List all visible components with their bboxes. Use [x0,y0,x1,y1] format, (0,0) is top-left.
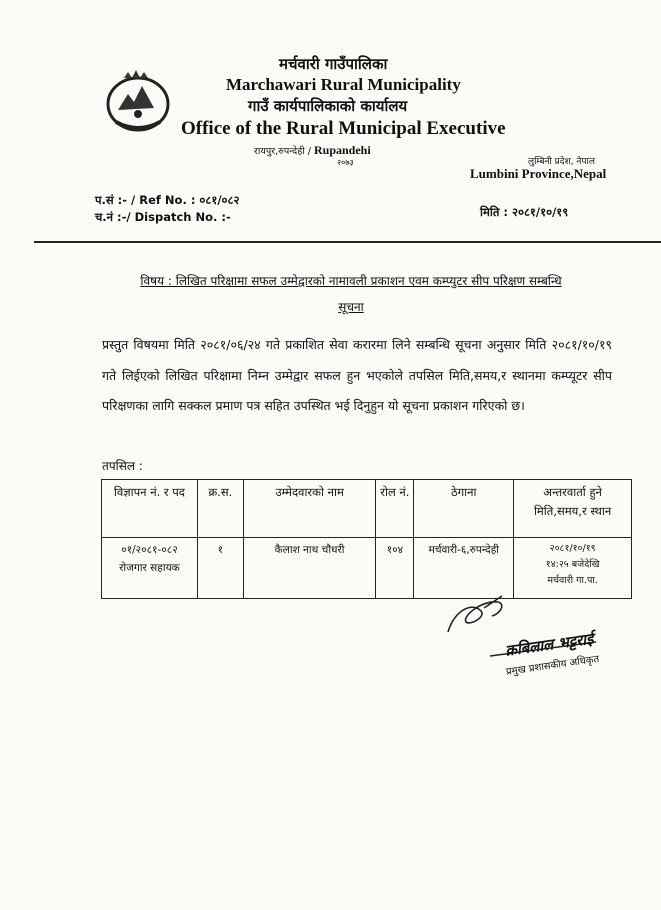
th-roll: रोल नं. [376,480,414,538]
subject-line-2: सूचना [338,300,364,314]
office-name-en: Office of the Rural Municipal Executive [181,118,506,139]
cell-name: कैलाश नाथ चौधरी [243,538,376,599]
address-en: Rupandehi [313,143,371,157]
dispatch-number: च.नं :-/ Dispatch No. :- [95,210,231,224]
province-en: Lumbini Province,Nepal [470,166,607,181]
th-name: उम्मेदवारको नाम [243,480,376,538]
municipality-name-np: मर्चवारी गाउँपालिका [279,55,388,73]
candidate-table [101,479,632,599]
cell-interview [514,538,632,599]
interview-time: १४:२५ बजेदेखि [545,559,600,570]
cell-roll: १०४ [376,538,414,599]
address-line [254,143,371,158]
th-interview: अन्तरवार्ता हुने मिति,समय,र स्थान [514,480,632,538]
ad-no-line-2: रोजगार सहायक [119,562,180,574]
signatory-title: प्रमुख प्रशासकीय अधिकृत [505,653,600,678]
nepal-emblem-icon [102,64,174,136]
th-ad-no: विज्ञापन नं. र पद [102,480,198,538]
table-row [102,538,632,599]
cell-sn: १ [197,538,243,599]
office-name-np: गाउँ कार्यपालिकाको कार्यालय [248,97,408,115]
address-np: रायपुर,रुपन्देही / [254,146,311,157]
table-header-row [102,480,632,538]
annex-label: तपसिल : [102,459,143,473]
stamp-year: २०७३ [337,158,354,167]
cell-address: मर्चवारी-६,रुपन्देही [414,538,514,599]
municipality-name-en: Marchawari Rural Municipality [226,75,461,94]
subject-block [104,268,598,320]
letter-date: मिति : २०८१/१०/१९ [480,205,569,219]
th-sn: क्र.स. [197,480,243,538]
ad-no-line-1: ०१/२०८१-०८२ [121,544,178,556]
subject-line-1: विषय : लिखित परिक्षामा सफल उम्मेद्वारको नामावली प्रकाशन एवम कम्प्युटर सीप परिक्षण सम्बन्धि [140,274,562,288]
interview-date: २०८१/१०/१९ [549,543,596,554]
cell-ad-no [102,538,198,599]
header-divider [34,241,661,243]
ref-number: प.सं :- / Ref No. : ०८१/०८२ [95,193,240,207]
signature-scribble-icon [440,592,520,642]
interview-place: मर्चवारी गा.पा. [547,575,598,586]
signatory-name: क्रबिलाल भट्टराई [504,629,595,660]
th-address: ठेगाना [414,480,514,538]
notice-body: प्रस्तुत विषयमा मिति २०८१/०६/२४ गते प्रकाशित सेवा करारमा लिने सम्बन्धि सूचना अनुसार मिति २०८१/१०/१९ गते लिईएको लिखित परिक्षामा निम्न उम्मेद्वार सफल हुन भएकोले तपसिल मिति,समय,र स्थानमा कम्प्यूटर सीप परिक्षणका लागि सक्कल प्रमाण पत्र सहित उपस्थित भई दिनुहुन यो सूचना प्रकाशन गरिएको छ। [102,337,612,413]
province-np: लुम्बिनी प्रदेश, नेपाल [528,157,595,167]
